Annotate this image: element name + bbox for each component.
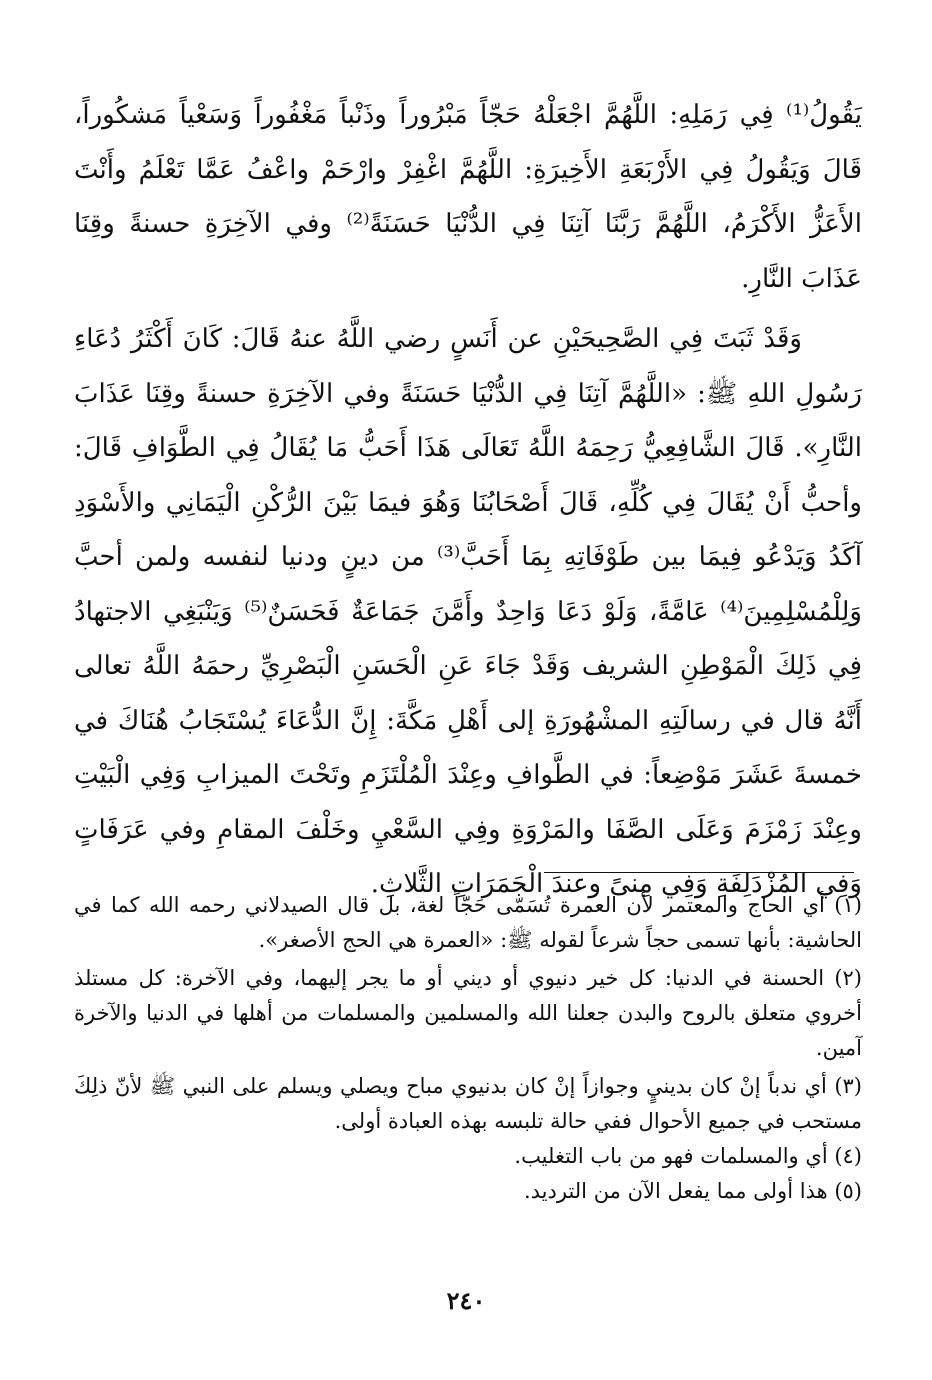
body-paragraph-1: يَقُولُ⁽¹⁾ فِي رَمَلِهِ: اللَّهُمَّ اجْعَلْهُ حَجّاً مَبْرُوراً وذَنْباً مَغْفُوراً وَسَعْياً مَشكُوراً، قَالَ وَيَقُولُ فِي الأَرْبَعَةِ الأَخِيرَةِ: اللَّهُمَّ اغْفِرْ وارْحَمْ واعْفُ عَمَّا تَعْلَمُ وأَنْتَ الأَعَزُّ الأَكْرَمُ، اللَّهُمَّ رَبَّنَا آتِنَا فِي الدُّنْيَا حَسَنَةً⁽²⁾ وفي الآخِرَةِ حسنةً وقِنَا عَذَابَ النَّارِ. — [74, 100, 862, 294]
footnote-1: (١) أي الحاج والمعتمر لأن العمرة تُسَمّى حَجّاً لغة، بل قال الصيدلاني رحمه الله كما في الحاشية: بأنها تسمى حجاً شرعاً لقوله ﷺ: «العمرة هي الحج الأصغر». — [74, 893, 862, 952]
footnote-2: (٢) الحسنة في الدنيا: كل خير دنيوي أو ديني أو ما يجر إليهما، وفي الآخرة: كل مستلذ أخروي متعلق بالروح والبدن جعلنا الله والمسلمين والمسلمات من أهلها في الدنيا والآخرة آمين. — [74, 966, 862, 1060]
footnote-5: (٥) هذا أولى مما يفعل الآن من الترديد. — [523, 1179, 862, 1203]
footnotes — [74, 888, 862, 1209]
main-text — [74, 88, 862, 912]
body-paragraph-2: وَقَدْ ثَبَتَ فِي الصَّحِيحَيْنِ عن أَنَسٍ رضي اللَّهُ عنهُ قَالَ: كَانَ أَكْثَرُ دُعَاءِ رَسُولِ اللهِ ﷺ: «اللَّهُمَّ آتِنَا فِي الدُّنْيَا حَسَنَةً وفي الآخِرَةِ حسنةً وقِنَا عَذَابَ النَّارِ». قَالَ الشَّافِعِيُّ رَحِمَهُ اللَّهُ تَعَالَى هَذَا أَحَبُّ مَا يُقَالُ فِي الطَّوَافِ قَالَ: وأحبُّ أَنْ يُقَالَ فِي كُلِّهِ، قَالَ أَصْحَابُنَا وَهُوَ فيمَا بَيْنَ الرُّكْنِ الْيَمَانِي والأَسْوَدِ آكَدُ وَيَدْعُو فِيمَا بين طَوْفَاتِهِ بِمَا أَحَبَّ⁽³⁾ من دينٍ ودنيا لنفسه ولمن أحبَّ وَلِلْمُسْلِمِينَ⁽⁴⁾ عَامَّةً، وَلَوْ دَعَا وَاحِدٌ وأَمَّنَ جَمَاعَةٌ فَحَسَنٌ⁽⁵⁾ وَيَنْبَغِي الاجتهادُ فِي ذَلِكَ الْمَوْطِنِ الشريف وَقَدْ جَاءَ عَنِ الْحَسَنِ الْبَصْرِيِّ رحمَهُ اللَّهُ تعالى أَنَّهُ قال في رسالَتِهِ المشْهُورَةِ إلى أَهْلِ مَكَّةَ: إِنَّ الدُّعَاءَ يُسْتَجَابُ هُنَاكَ في خمسةَ عَشَرَ مَوْضِعاً: في الطَّوافِ وعِنْدَ الْمُلْتَزَمِ وتَحْتَ الميزابِ وَفِي الْبَيْتِ وعِنْدَ زَمْزَمَ وَعَلَى الصَّفَا والمَرْوَةِ وفِي السَّعْيِ وخَلْفَ المقامِ وفي عَرَفَاتٍ وَفِي المُزْدَلِفَةِ وَفِي مِنىً وعندَ الْجَمَرَاتِ الثَّلاثِ. — [74, 324, 862, 899]
footnote-3: (٣) أي ندباً إنْ كان بدينيٍ وجوازاً إنْ كان بدنيوي مباح ويصلي ويسلم على النبي ﷺ لأنّ ذلِكَ مستحب في جميع الأحوال ففي حالة تلبسه بهذه العبادة أولى. — [74, 1074, 862, 1133]
page-number: ٢٤٠ — [446, 1286, 486, 1315]
footnote-separator — [544, 872, 854, 873]
footnote-4: (٤) أي والمسلمات فهو من باب التغليب. — [514, 1144, 862, 1168]
